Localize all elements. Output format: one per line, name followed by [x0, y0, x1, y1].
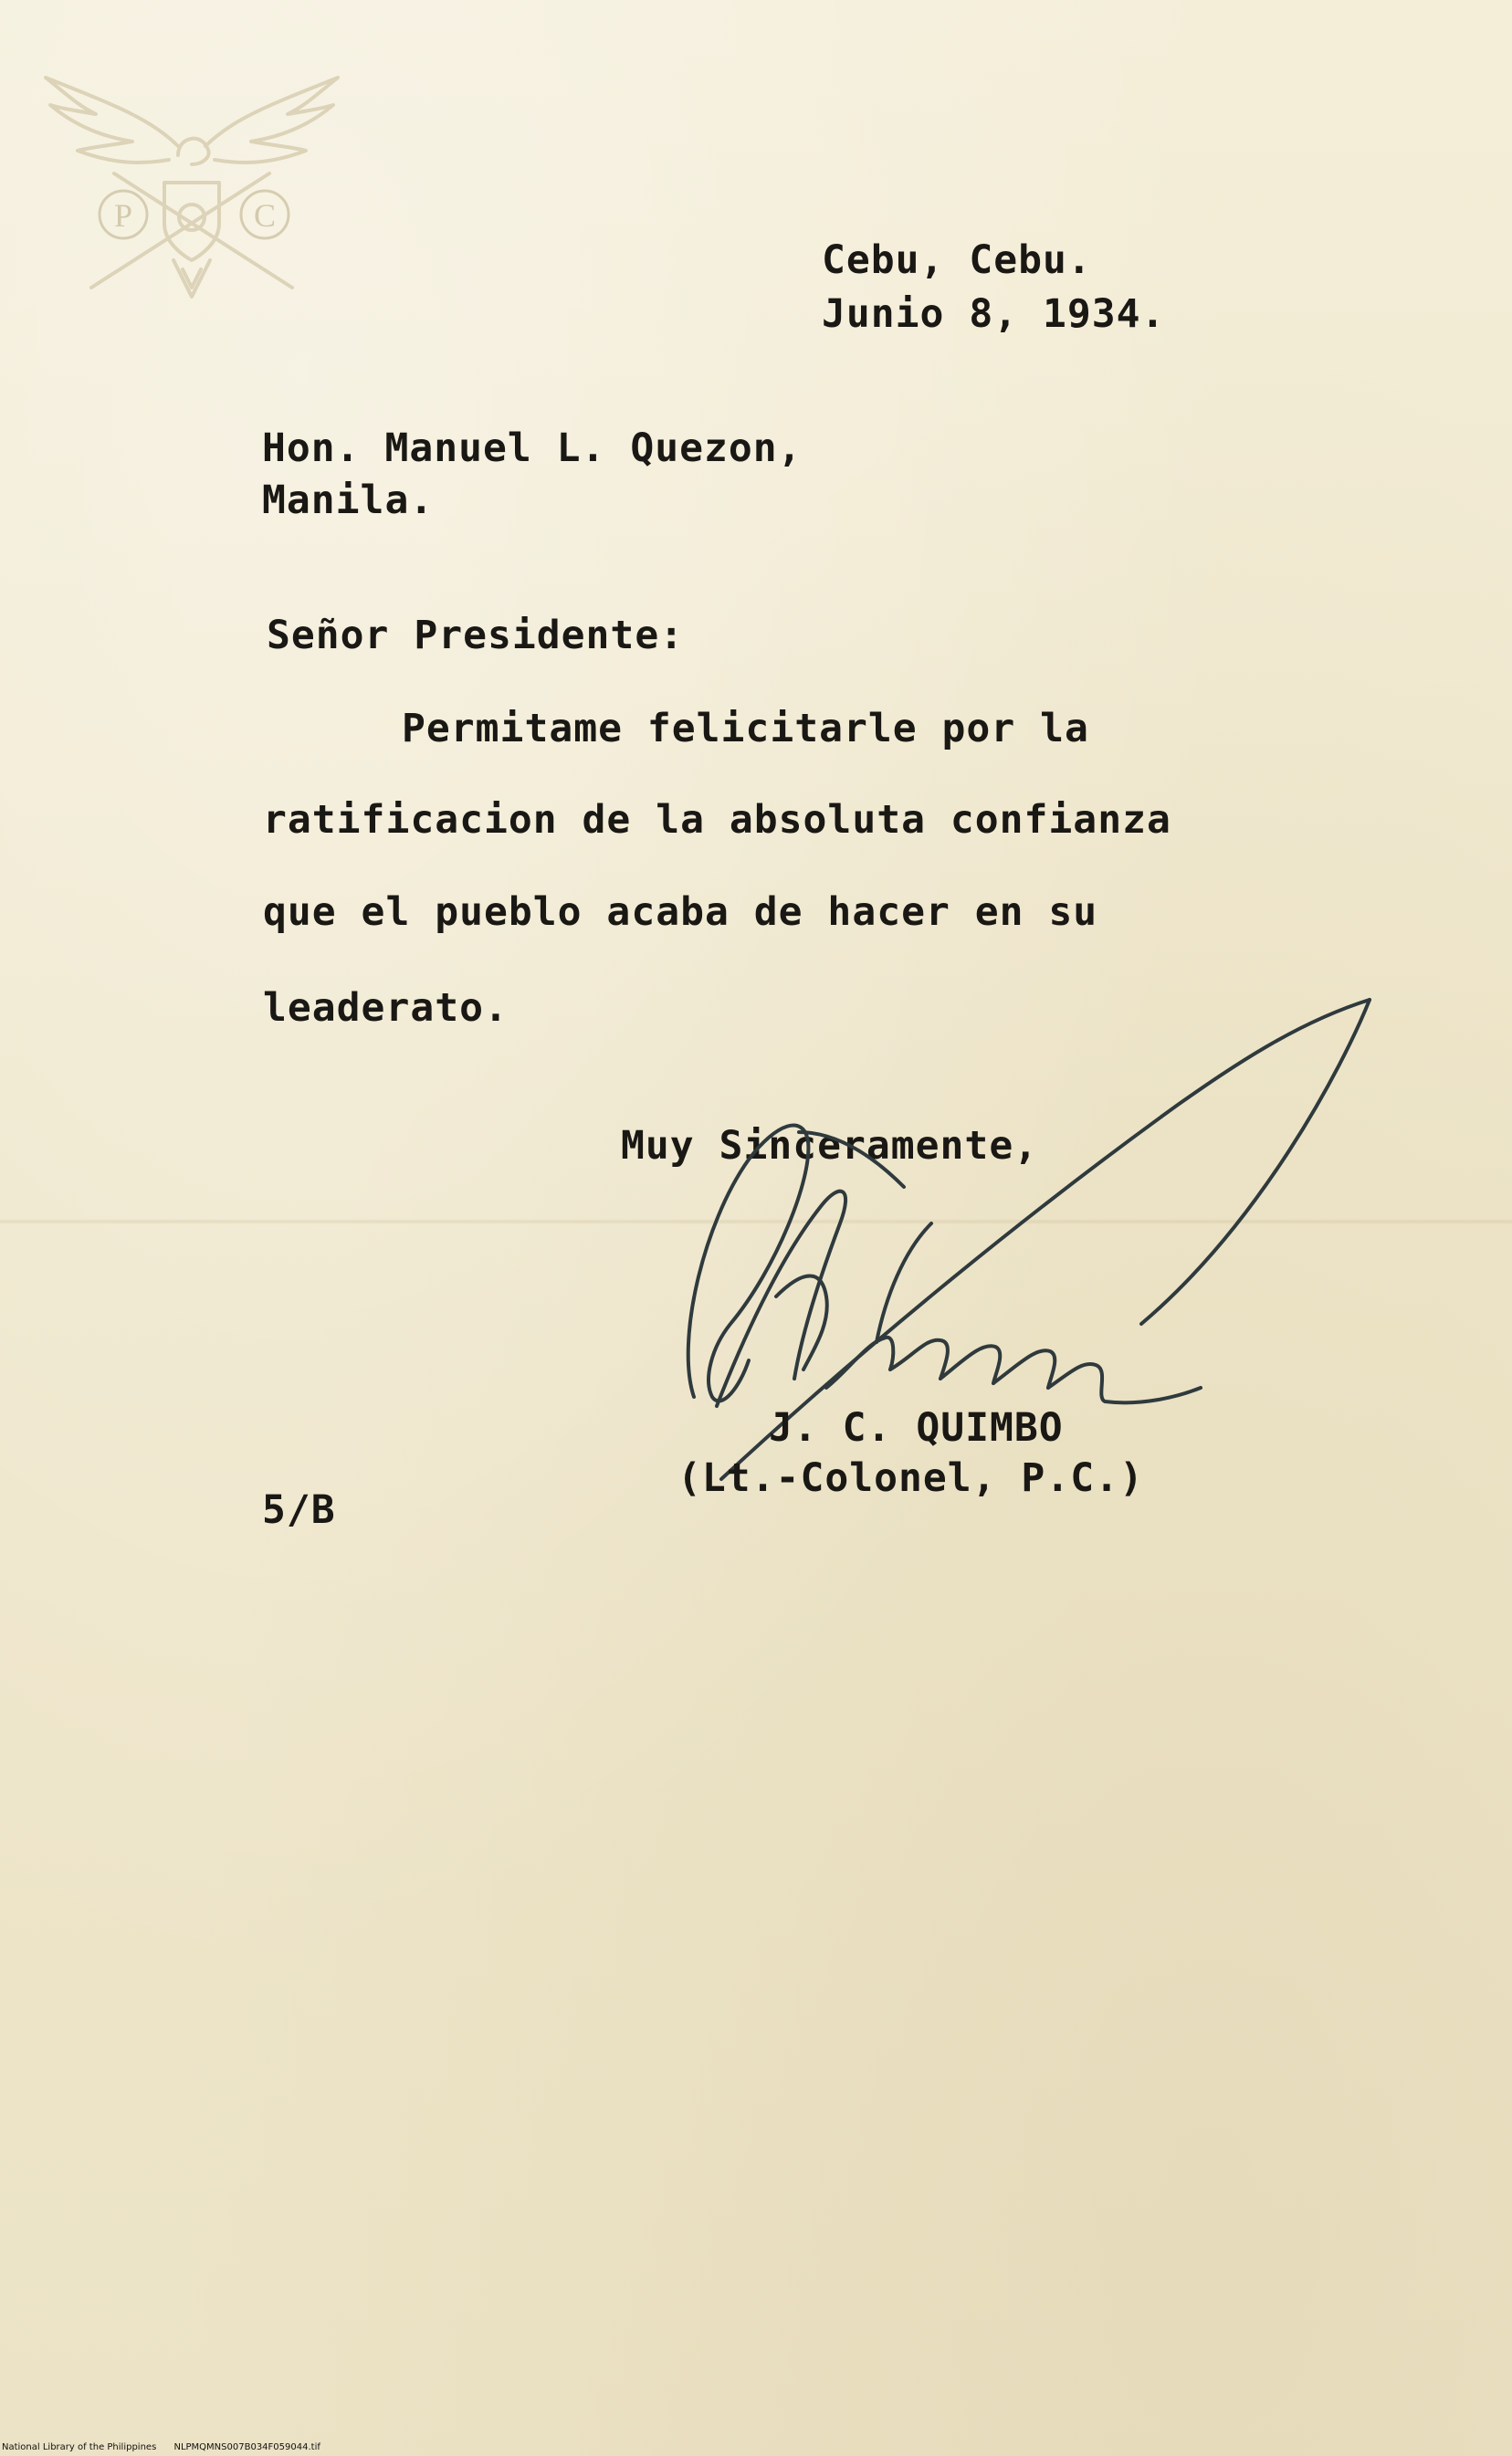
- signer-name: J. C. QUIMBO: [769, 1405, 1064, 1451]
- signer-title: (Lt.-Colonel, P.C.): [677, 1455, 1144, 1501]
- embossed-emblem-icon: [41, 64, 342, 310]
- letter-date: Junio 8, 1934.: [822, 291, 1166, 337]
- body-line: leaderato.: [263, 985, 509, 1031]
- salutation: Señor Presidente:: [267, 613, 685, 658]
- footer-institution: National Library of the Philippines: [2, 2442, 157, 2452]
- body-line: ratificacion de la absoluta confianza: [263, 797, 1171, 843]
- emblem-letter-p: P: [113, 197, 133, 234]
- body-line: que el pueblo acaba de hacer en su: [263, 889, 1098, 935]
- closing: Muy Sinceramente,: [621, 1123, 1039, 1169]
- emblem-letter-c: C: [253, 197, 277, 234]
- recipient-city: Manila.: [262, 478, 435, 523]
- recipient-name: Hon. Manuel L. Quezon,: [262, 425, 803, 471]
- letter-place: Cebu, Cebu.: [822, 237, 1092, 283]
- footer-file-id: NLPMQMNS007B034F059044.tif: [173, 2442, 320, 2452]
- reference-initials: 5/B: [262, 1487, 336, 1533]
- archive-footer: [2, 2443, 320, 2452]
- body-line: Permitame felicitarle por la: [402, 706, 1089, 751]
